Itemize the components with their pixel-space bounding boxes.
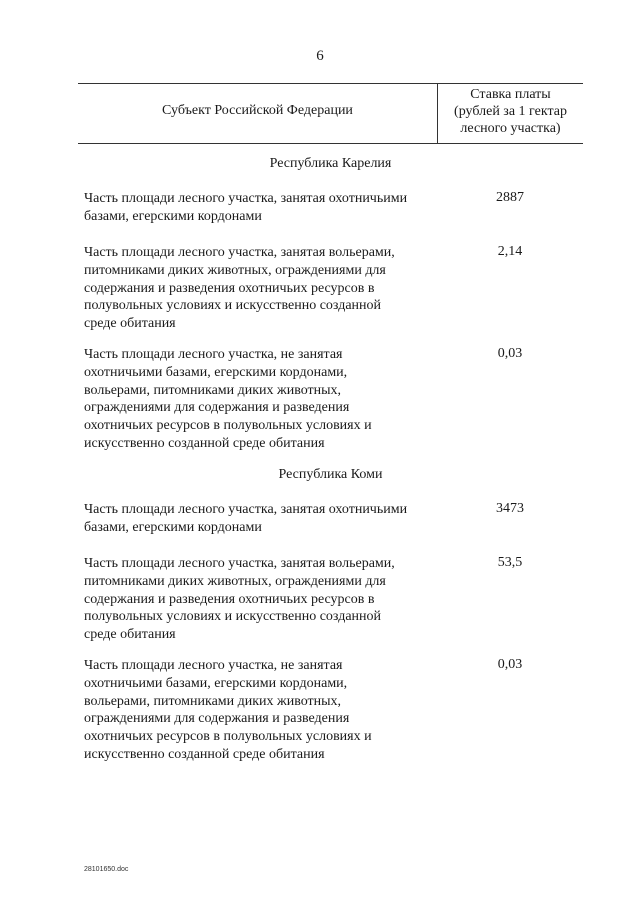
description-line: среде обитания [84,627,176,643]
description-line: питомниками диких животных, ограждениями для [84,573,386,589]
description-line: Часть площади лесного участка, занятая вольерами, [84,245,395,260]
table-header-top-rule [78,83,583,84]
description-line: вольерами, питомниками диких животных, [84,382,342,398]
description-line: ограждениями для содержания и разведения [84,711,350,727]
table-header-rate [438,86,583,137]
description-line: Часть площади лесного участка, занятая охотничьими [84,191,408,206]
table-header-rate-line: Ставка платы [470,87,551,102]
row-value: 0,03 [497,657,523,672]
description-line: базами, егерскими кордонами [84,519,262,535]
row-description [84,501,434,537]
row-value: 2887 [496,190,524,205]
description-line: полувольных условиях и искусственно созданной [84,298,382,314]
row-value: 3473 [496,501,524,516]
page-number: 6 [316,48,324,64]
table-header-rate-line: (рублей за 1 гектар [454,104,567,119]
description-line: среде обитания [84,316,176,332]
description-line: Часть площади лесного участка, занятая охотничьими [84,502,408,517]
description-line: Часть площади лесного участка, занятая вольерами, [84,556,395,571]
description-line: охотничьих ресурсов в полувольных условиях и [84,418,372,434]
description-line: охотничьими базами, егерскими кордонами, [84,364,348,380]
row-description [84,555,434,644]
row-value: 2,14 [497,244,523,259]
description-line: содержания и разведения охотничьих ресурсов в [84,591,375,607]
row-value: 53,5 [497,555,523,570]
description-line: искусственно созданной среде обитания [84,435,325,451]
table-header-bottom-rule [78,143,583,144]
description-line: питомниками диких животных, ограждениями для [84,262,386,278]
row-description [84,190,434,226]
row-value: 0,03 [497,346,523,361]
description-line: охотничьими базами, егерскими кордонами, [84,675,348,691]
description-line: искусственно созданной среде обитания [84,746,325,762]
description-line: вольерами, питомниками диких животных, [84,693,342,709]
description-line: Часть площади лесного участка, не занятая [84,347,343,362]
description-line: охотничьих ресурсов в полувольных условиях и [84,729,372,745]
table-header-rate-line: лесного участка) [460,121,561,136]
table-header-subject: Субъект Российской Федерации [162,103,353,118]
row-description [84,346,434,453]
description-line: полувольных условиях и искусственно созданной [84,609,382,625]
row-description [84,657,434,764]
footer-filename: 28101650.doc [84,866,129,873]
description-line: содержания и разведения охотничьих ресурсов в [84,280,375,296]
description-line: базами, егерскими кордонами [84,208,262,224]
description-line: Часть площади лесного участка, не занятая [84,658,343,673]
description-line: ограждениями для содержания и разведения [84,400,350,416]
region-heading: Республика Коми [278,467,383,482]
row-description [84,244,434,333]
region-heading: Республика Карелия [269,156,392,171]
